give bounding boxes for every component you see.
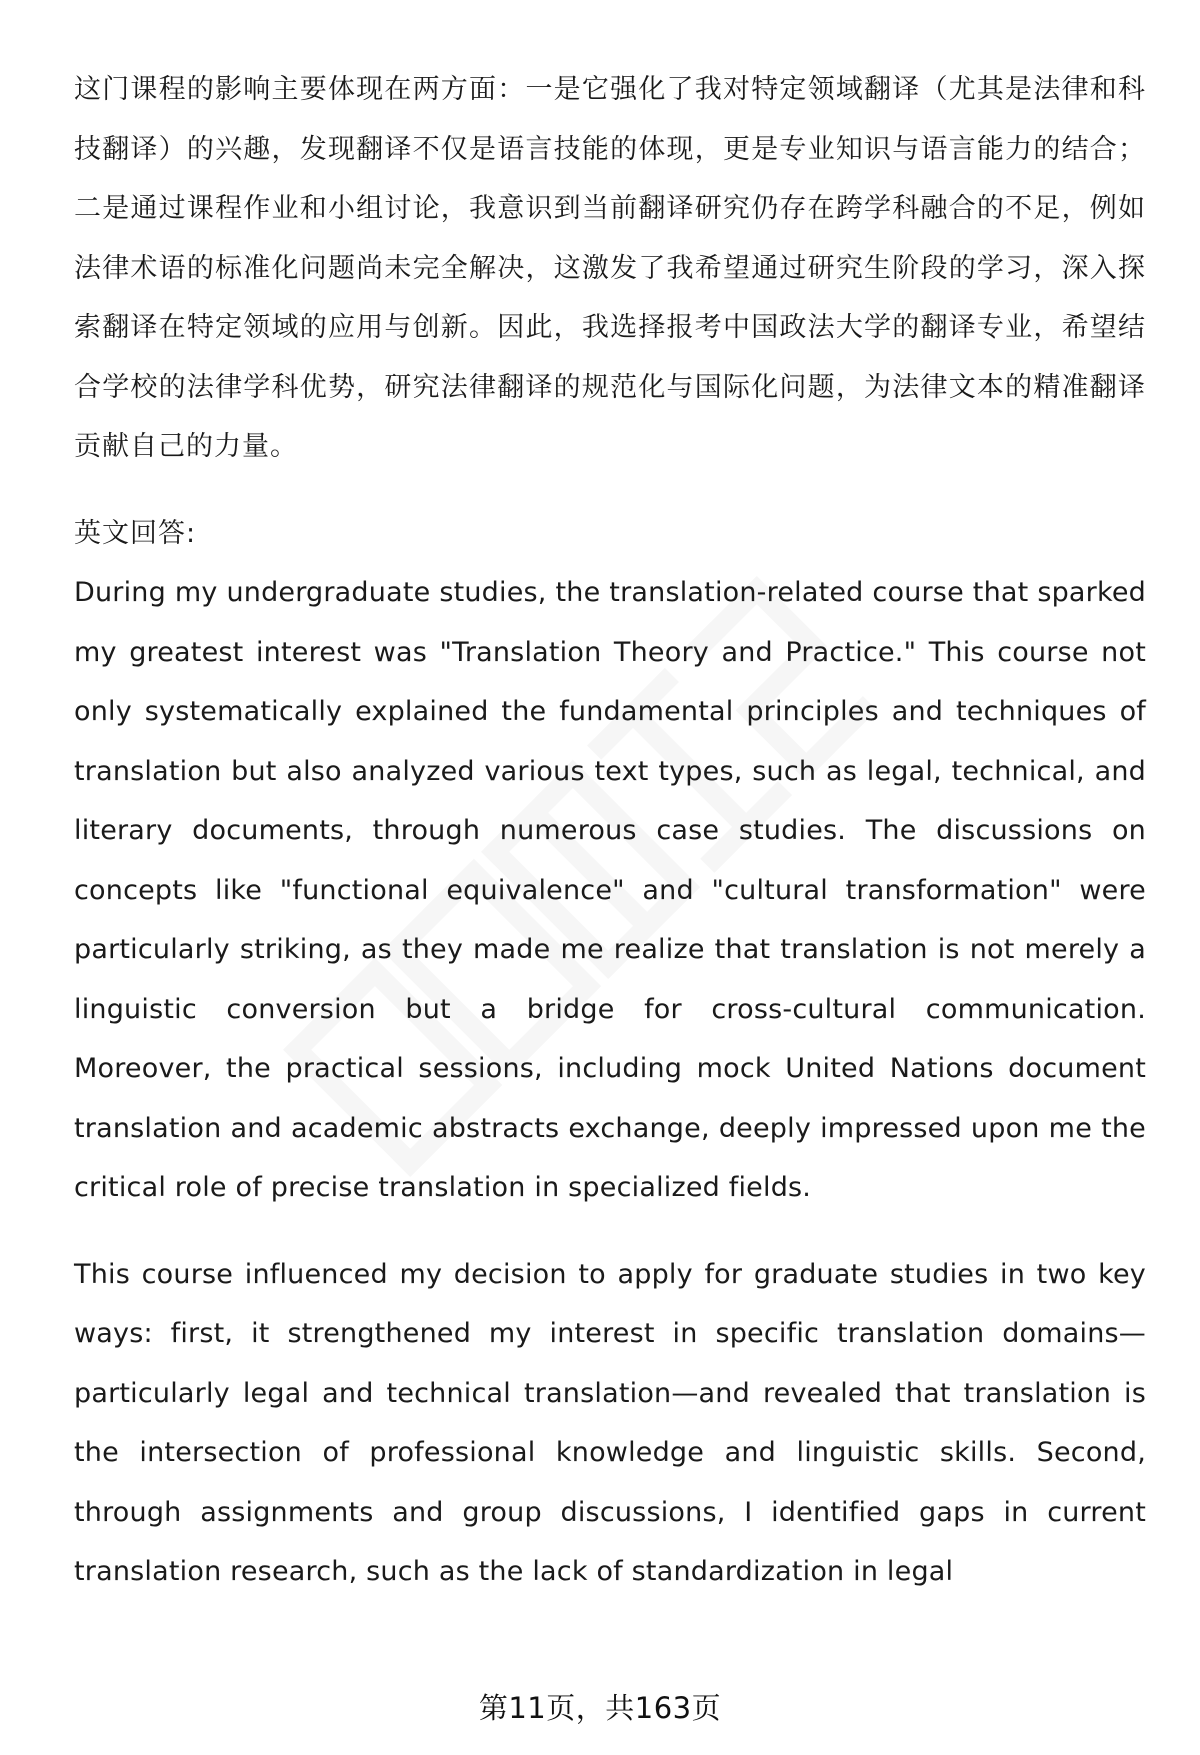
english-answer-paragraph-2: This course influenced my decision to apply for graduate studies in two key ways: first, it strengthened my interest in specific translation domains—particularly legal and technical translation—and revealed that translation is the intersection of professional knowledge and linguistic skills. Second, through assignments and group discussions, I identified gaps in current translation research, such as the lack of standardization in legal (74, 1258, 1146, 1587)
page-number-footer: 第11页，共163页 (478, 1691, 722, 1725)
english-answer-label: 英文回答: (74, 517, 197, 549)
english-answer-paragraph-1: During my undergraduate studies, the translation-related course that sparked my greatest interest was "Translation Theory and Practice." This course not only systematically explained the fundamental principles and techniques of translation but also analyzed various text types, such as legal, technical, and literary documents, through numerous case studies. The discussions on concepts like "functional equivalence" and "cultural transformation" were particularly striking, as they made me realize that translation is not merely a linguistic conversion but a bridge for cross-cultural communication. Moreover, the practical sessions, including mock United Nations document translation and academic abstracts exchange, deeply impressed upon me the critical role of precise translation in specialized fields. (74, 577, 1146, 1203)
chinese-answer-paragraph: 这门课程的影响主要体现在两方面：一是它强化了我对特定领域翻译（尤其是法律和科技翻译）的兴趣，发现翻译不仅是语言技能的体现，更是专业知识与语言能力的结合；二是通过课程作业和小组讨论，我意识到当前翻译研究仍存在跨学科融合的不足，例如法律术语的标准化问题尚未完全解决，这激发了我希望通过研究生阶段的学习，深入探索翻译在特定领域的应用与创新。因此，我选择报考中国政法大学的翻译专业，希望结合学校的法律学科优势，研究法律翻译的规范化与国际化问题，为法律文本的精准翻译贡献自己的力量。 (74, 74, 1146, 462)
paragraph-spacer (74, 1218, 1146, 1245)
paragraph-spacer (74, 477, 1146, 504)
main-content (74, 60, 1146, 1602)
